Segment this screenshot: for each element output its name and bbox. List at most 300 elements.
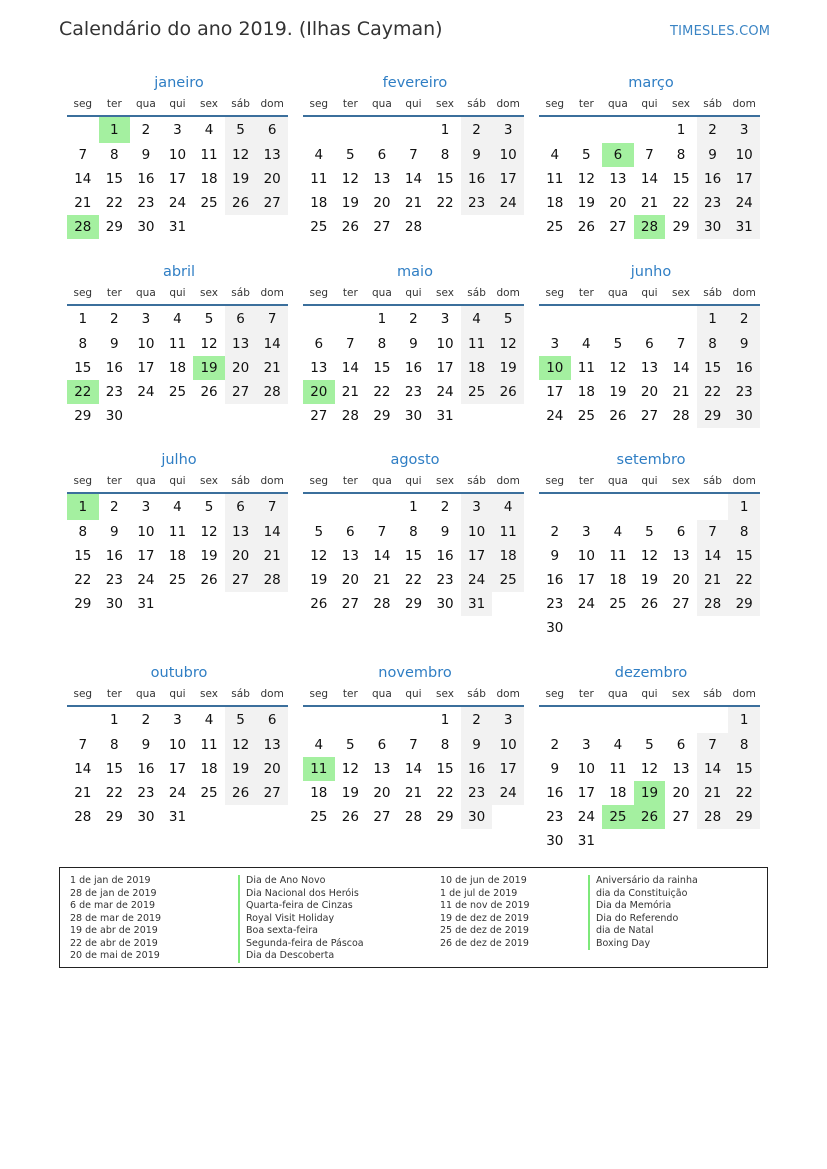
day-cell: 24: [436, 384, 454, 400]
day-cell: 6: [225, 305, 257, 332]
day-cell: 9: [141, 147, 151, 163]
empty-cell: [335, 116, 367, 143]
empty-cell: [429, 215, 461, 239]
day-cell: 12: [200, 524, 218, 540]
empty-cell: [539, 116, 571, 143]
weekday-header: ter: [571, 98, 603, 116]
month-title: fevereiro: [382, 75, 448, 91]
day-cell: 21: [341, 384, 359, 400]
day-cell: 23: [436, 572, 454, 588]
empty-cell: [602, 493, 634, 520]
day-cell: 26: [492, 380, 524, 404]
day-cell: 3: [173, 712, 182, 728]
weekday-header: seg: [303, 475, 335, 493]
weekday-header: dom: [492, 287, 524, 305]
month-title: maio: [397, 264, 433, 280]
day-cell: 30: [404, 408, 423, 424]
day-cell: 5: [582, 147, 591, 163]
weekday-header: qui: [162, 98, 194, 116]
day-cell: 11: [168, 336, 187, 352]
weekday-header: sex: [193, 287, 225, 305]
weekday-header: qui: [398, 98, 430, 116]
day-cell: 21: [697, 781, 729, 805]
legend-entry: dia da Constituição: [588, 888, 698, 901]
day-cell: 9: [461, 733, 493, 757]
day-cell: 13: [672, 761, 690, 777]
weekday-header: qui: [162, 287, 194, 305]
weekday-header: sáb: [697, 287, 729, 305]
day-cell: 14: [697, 757, 729, 781]
day-cell: 10: [577, 548, 595, 564]
day-cell: 21: [404, 195, 423, 211]
empty-cell: [256, 404, 288, 428]
day-cell: 30: [105, 408, 123, 424]
day-cell: 12: [310, 548, 328, 564]
month-fevereiro: [303, 73, 523, 239]
day-cell: 9: [550, 761, 560, 777]
day-cell: 11: [461, 332, 493, 356]
day-cell: 1: [697, 305, 729, 332]
weekday-header: sex: [429, 475, 461, 493]
month-title: outubro: [150, 665, 208, 681]
month-title: junho: [630, 264, 672, 280]
day-cell: 9: [110, 336, 119, 352]
site-link[interactable]: TIMESLES.COM: [670, 24, 771, 39]
legend-entry: 28 de mar de 2019: [70, 912, 162, 924]
day-cell: 8: [110, 147, 119, 163]
day-cell: 19: [609, 384, 627, 400]
day-cell: 20: [225, 544, 257, 568]
weekday-header: seg: [67, 98, 99, 116]
weekday-header: sex: [193, 98, 225, 116]
day-cell: 30: [436, 596, 454, 612]
day-cell: 10: [168, 737, 187, 753]
day-cell: 20: [373, 785, 391, 801]
day-cell: 11: [577, 360, 595, 376]
day-cell: 30: [461, 805, 493, 829]
day-cell: 18: [310, 785, 328, 801]
day-cell: 14: [697, 544, 729, 568]
weekday-header: sex: [665, 287, 697, 305]
month-julho: [67, 450, 287, 616]
day-cell: 8: [440, 147, 450, 163]
day-cell: 22: [404, 572, 423, 588]
month-title: setembro: [616, 452, 686, 468]
day-cell: 13: [310, 360, 328, 376]
empty-cell: [335, 493, 367, 520]
day-cell: 2: [110, 311, 119, 327]
legend-entry: Aniversário da rainha: [588, 875, 698, 888]
day-cell: 22: [67, 380, 99, 404]
day-cell: 27: [672, 596, 690, 612]
day-cell: 19: [225, 167, 257, 191]
empty-cell: [634, 493, 666, 520]
legend-entry: 20 de mai de 2019: [70, 950, 160, 961]
day-cell: 29: [728, 592, 760, 616]
day-cell: 11: [546, 171, 564, 187]
day-cell: 18: [168, 360, 187, 376]
day-cell: 16: [105, 360, 123, 376]
day-cell: 31: [168, 219, 187, 235]
weekday-header: ter: [99, 688, 131, 706]
day-cell: 25: [546, 219, 564, 235]
legend-entry: Boxing Day: [588, 938, 698, 951]
empty-cell: [571, 493, 603, 520]
weekday-header: dom: [256, 287, 288, 305]
day-cell: 27: [225, 380, 257, 404]
day-cell: 22: [74, 572, 92, 588]
day-cell: 23: [728, 380, 760, 404]
day-cell: 4: [550, 147, 560, 163]
weekday-header: qui: [634, 98, 666, 116]
day-cell: 6: [256, 116, 288, 143]
day-cell: 29: [672, 219, 690, 235]
day-cell: 21: [640, 195, 659, 211]
day-cell: 10: [577, 761, 595, 777]
day-cell: 1: [78, 311, 88, 327]
empty-cell: [728, 616, 760, 640]
month-title: julho: [161, 452, 197, 468]
day-cell: 24: [492, 781, 524, 805]
page-title: Calendário do ano 2019. (Ilhas Cayman): [59, 18, 443, 40]
day-cell: 12: [225, 733, 257, 757]
day-cell: 3: [492, 116, 524, 143]
month-novembro: [303, 663, 523, 829]
empty-cell: [634, 706, 666, 733]
day-cell: 3: [141, 311, 151, 327]
day-cell: 18: [546, 195, 564, 211]
day-cell: 27: [341, 596, 359, 612]
day-cell: 2: [440, 499, 450, 515]
day-cell: 30: [697, 215, 729, 239]
legend-entry: Segunda-feira de Páscoa: [238, 938, 364, 951]
day-cell: 8: [440, 737, 450, 753]
weekday-header: sex: [665, 98, 697, 116]
day-cell: 15: [105, 761, 123, 777]
weekday-header: dom: [256, 688, 288, 706]
weekday-header: qua: [602, 287, 634, 305]
day-cell: 13: [609, 171, 627, 187]
day-cell: 28: [341, 408, 359, 424]
weekday-header: qui: [634, 688, 666, 706]
day-cell: 27: [373, 219, 391, 235]
empty-cell: [539, 305, 571, 332]
day-cell: 27: [672, 809, 690, 825]
legend-entry: Quarta-feira de Cinzas: [238, 900, 364, 913]
day-cell: 2: [728, 305, 760, 332]
weekday-header: ter: [571, 688, 603, 706]
empty-cell: [398, 116, 430, 143]
day-cell: 1: [440, 122, 450, 138]
empty-cell: [697, 829, 729, 853]
day-cell: 9: [697, 143, 729, 167]
day-cell: 28: [256, 380, 288, 404]
day-cell: 22: [436, 785, 454, 801]
day-cell: 9: [409, 336, 418, 352]
legend-entry: 28 de jan de 2019: [70, 887, 157, 899]
day-cell: 5: [225, 116, 257, 143]
empty-cell: [67, 706, 99, 733]
weekday-header: sex: [193, 475, 225, 493]
day-cell: 9: [110, 524, 119, 540]
day-cell: 11: [303, 757, 335, 781]
day-cell: 17: [436, 360, 454, 376]
day-cell: 4: [613, 524, 623, 540]
day-cell: 24: [168, 785, 187, 801]
day-cell: 19: [640, 572, 659, 588]
day-cell: 25: [200, 785, 218, 801]
empty-cell: [602, 706, 634, 733]
day-cell: 30: [137, 219, 155, 235]
day-cell: 15: [728, 757, 760, 781]
day-cell: 9: [141, 737, 151, 753]
day-cell: 27: [256, 191, 288, 215]
legend-entry: Dia Nacional dos Heróis: [238, 888, 364, 901]
day-cell: 7: [697, 733, 729, 757]
day-cell: 7: [256, 493, 288, 520]
day-cell: 18: [609, 572, 627, 588]
day-cell: 21: [74, 195, 92, 211]
day-cell: 6: [225, 493, 257, 520]
day-cell: 9: [461, 143, 493, 167]
legend-entry: 11 de nov de 2019: [440, 900, 530, 911]
day-cell: 8: [78, 336, 88, 352]
day-cell: 24: [728, 191, 760, 215]
weekday-header: sex: [193, 688, 225, 706]
day-cell: 25: [577, 408, 595, 424]
day-cell: 12: [492, 332, 524, 356]
weekday-header: qua: [130, 98, 162, 116]
day-cell: 6: [377, 737, 387, 753]
day-cell: 21: [404, 785, 423, 801]
day-cell: 15: [697, 356, 729, 380]
day-cell: 10: [137, 336, 155, 352]
day-cell: 11: [492, 520, 524, 544]
legend-entry: dia de Natal: [588, 925, 698, 938]
day-cell: 3: [582, 737, 591, 753]
day-cell: 10: [461, 520, 493, 544]
empty-cell: [225, 404, 257, 428]
day-cell: 7: [676, 336, 686, 352]
day-cell: 29: [105, 809, 123, 825]
day-cell: 30: [546, 620, 564, 636]
day-cell: 5: [225, 706, 257, 733]
day-cell: 23: [546, 809, 564, 825]
empty-cell: [461, 215, 493, 239]
day-cell: 29: [105, 219, 123, 235]
empty-cell: [571, 305, 603, 332]
day-cell: 10: [436, 336, 454, 352]
day-cell: 2: [461, 116, 493, 143]
day-cell: 4: [173, 499, 182, 515]
day-cell: 18: [310, 195, 328, 211]
weekday-header: qui: [398, 287, 430, 305]
empty-cell: [193, 592, 225, 616]
empty-cell: [225, 805, 257, 829]
weekday-header: seg: [539, 98, 571, 116]
weekday-header: ter: [335, 287, 367, 305]
weekday-header: qui: [162, 475, 194, 493]
day-cell: 26: [577, 219, 595, 235]
weekday-header: dom: [492, 98, 524, 116]
day-cell: 7: [409, 737, 418, 753]
day-cell: 16: [546, 572, 564, 588]
day-cell: 8: [409, 524, 418, 540]
day-cell: 19: [492, 356, 524, 380]
day-cell: 15: [74, 360, 92, 376]
day-cell: 6: [676, 737, 686, 753]
day-cell: 3: [550, 336, 560, 352]
empty-cell: [256, 592, 288, 616]
day-cell: 6: [645, 336, 654, 352]
weekday-header: sáb: [461, 475, 493, 493]
day-cell: 2: [697, 116, 729, 143]
month-title: novembro: [378, 665, 452, 681]
day-cell: 8: [697, 332, 729, 356]
weekday-header: seg: [303, 98, 335, 116]
day-cell: 14: [256, 332, 288, 356]
empty-cell: [571, 616, 603, 640]
day-cell: 3: [461, 493, 493, 520]
day-cell: 18: [577, 384, 595, 400]
day-cell: 22: [672, 195, 690, 211]
day-cell: 19: [200, 548, 218, 564]
day-cell: 22: [105, 785, 123, 801]
day-cell: 20: [256, 757, 288, 781]
empty-cell: [67, 116, 99, 143]
month-title: janeiro: [154, 75, 204, 91]
day-cell: 3: [440, 311, 450, 327]
day-cell: 28: [67, 215, 99, 239]
day-cell: 19: [341, 195, 359, 211]
legend-names-right: [588, 875, 698, 950]
day-cell: 20: [373, 195, 391, 211]
day-cell: 11: [168, 524, 187, 540]
day-cell: 15: [672, 171, 690, 187]
day-cell: 23: [105, 384, 123, 400]
day-cell: 29: [373, 408, 391, 424]
empty-cell: [303, 116, 335, 143]
legend-entry: Dia da Memória: [588, 900, 698, 913]
weekday-header: sex: [665, 475, 697, 493]
legend-entry: Dia do Referendo: [588, 913, 698, 926]
empty-cell: [130, 404, 162, 428]
empty-cell: [665, 305, 697, 332]
day-cell: 25: [310, 809, 328, 825]
day-cell: 12: [341, 171, 359, 187]
day-cell: 23: [137, 785, 155, 801]
day-cell: 16: [137, 171, 155, 187]
day-cell: 12: [609, 360, 627, 376]
day-cell: 11: [609, 548, 627, 564]
weekday-header: sáb: [697, 475, 729, 493]
month-setembro: [539, 450, 759, 640]
empty-cell: [335, 305, 367, 332]
weekday-header: dom: [728, 475, 760, 493]
day-cell: 31: [728, 215, 760, 239]
day-cell: 3: [141, 499, 151, 515]
day-cell: 5: [204, 311, 214, 327]
weekday-header: qua: [130, 688, 162, 706]
day-cell: 28: [634, 215, 666, 239]
day-cell: 13: [640, 360, 659, 376]
weekday-header: ter: [335, 98, 367, 116]
day-cell: 2: [110, 499, 119, 515]
day-cell: 7: [256, 305, 288, 332]
day-cell: 13: [341, 548, 359, 564]
month-title: agosto: [390, 452, 440, 468]
month-junho: [539, 262, 759, 428]
day-cell: 31: [461, 592, 493, 616]
weekday-header: dom: [728, 688, 760, 706]
day-cell: 21: [256, 544, 288, 568]
day-cell: 16: [137, 761, 155, 777]
month-title: março: [628, 75, 674, 91]
day-cell: 21: [672, 384, 690, 400]
day-cell: 19: [634, 781, 666, 805]
legend-entry: 22 de abr de 2019: [70, 937, 158, 949]
day-cell: 6: [676, 524, 686, 540]
day-cell: 19: [341, 785, 359, 801]
day-cell: 10: [137, 524, 155, 540]
day-cell: 29: [404, 596, 423, 612]
day-cell: 27: [225, 568, 257, 592]
empty-cell: [256, 215, 288, 239]
empty-cell: [665, 829, 697, 853]
day-cell: 5: [492, 305, 524, 332]
day-cell: 11: [200, 737, 218, 753]
weekday-header: qua: [130, 287, 162, 305]
day-cell: 7: [377, 524, 387, 540]
day-cell: 2: [550, 737, 560, 753]
day-cell: 25: [602, 805, 634, 829]
day-cell: 12: [577, 171, 595, 187]
weekday-header: qui: [634, 475, 666, 493]
weekday-header: dom: [256, 98, 288, 116]
day-cell: 5: [314, 524, 324, 540]
day-cell: 18: [461, 356, 493, 380]
day-cell: 16: [697, 167, 729, 191]
day-cell: 31: [577, 833, 595, 849]
month-title: dezembro: [614, 665, 688, 681]
empty-cell: [539, 493, 571, 520]
day-cell: 16: [105, 548, 123, 564]
weekday-header: seg: [539, 688, 571, 706]
day-cell: 25: [168, 384, 187, 400]
empty-cell: [634, 305, 666, 332]
empty-cell: [303, 305, 335, 332]
day-cell: 15: [436, 761, 454, 777]
day-cell: 25: [200, 195, 218, 211]
day-cell: 7: [78, 147, 88, 163]
day-cell: 16: [404, 360, 423, 376]
weekday-header: dom: [256, 475, 288, 493]
empty-cell: [335, 706, 367, 733]
empty-cell: [634, 116, 666, 143]
day-cell: 29: [728, 805, 760, 829]
day-cell: 7: [409, 147, 418, 163]
day-cell: 15: [105, 171, 123, 187]
weekday-header: sex: [429, 287, 461, 305]
day-cell: 4: [204, 122, 214, 138]
day-cell: 11: [609, 761, 627, 777]
day-cell: 11: [310, 171, 328, 187]
day-cell: 29: [74, 408, 92, 424]
weekday-header: dom: [728, 98, 760, 116]
day-cell: 6: [602, 143, 634, 167]
day-cell: 10: [492, 733, 524, 757]
weekday-header: qua: [130, 475, 162, 493]
